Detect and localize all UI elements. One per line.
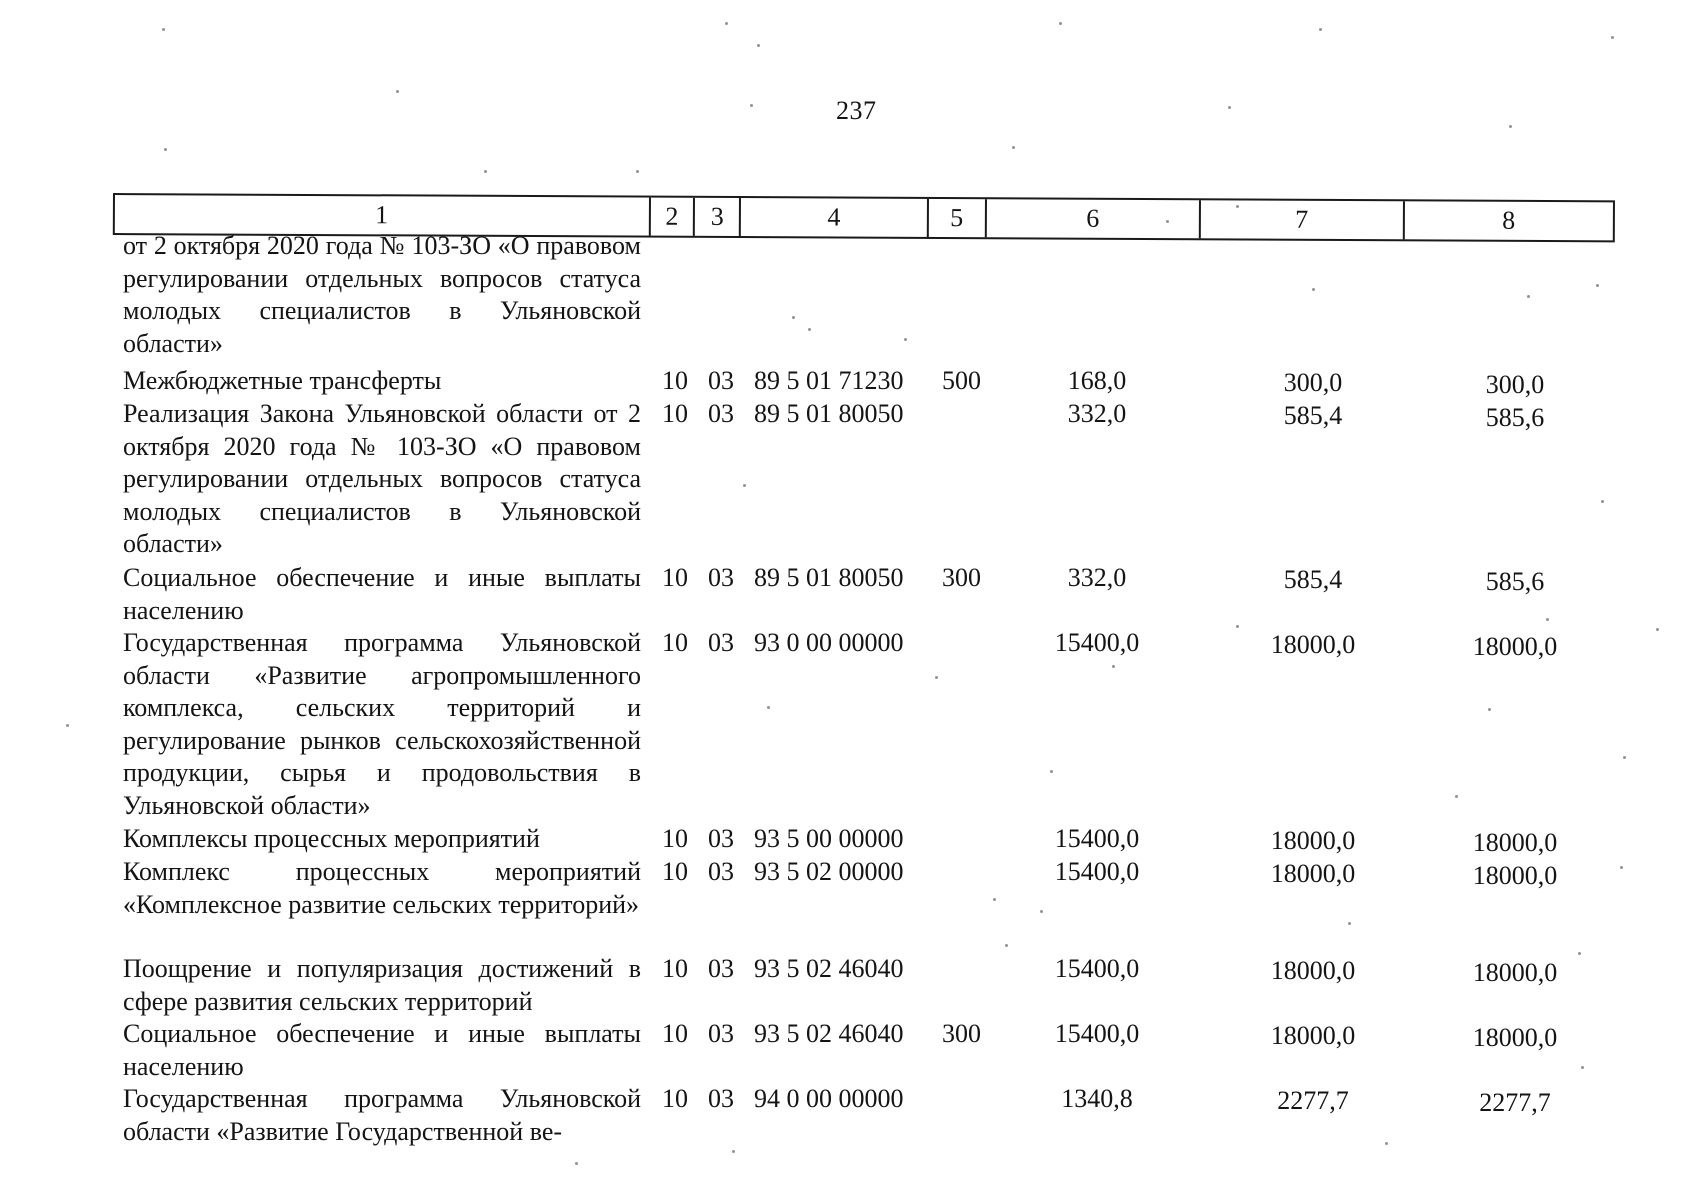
- row-target-code: 89 5 01 80050: [754, 399, 904, 428]
- row-value-col7: 18000,0: [1270, 630, 1356, 659]
- row-name: Поощрение и популяризация достижений в сфере развития сельских территорий: [123, 954, 641, 1016]
- row-value-col8: 18000,0: [1472, 861, 1558, 890]
- row-target-code: 89 5 01 80050: [754, 563, 904, 592]
- row-section: 10: [662, 954, 688, 983]
- header-cell-6: 6: [986, 199, 1201, 238]
- row-name: Государственная программа Ульяновской области «Развитие агропромышленного комплекса, сельских территорий и регулирование рынков сельскохозяйственной продукции, сырья и продовольствия в Ульяновской области»: [123, 628, 641, 820]
- row-subsection: 03: [708, 824, 734, 853]
- row-value-col7: 18000,0: [1270, 826, 1356, 855]
- row-section: 10: [662, 563, 688, 592]
- row-name: Межбюджетные трансферты: [123, 366, 442, 395]
- row-value-col6: 15400,0: [1054, 1019, 1140, 1048]
- row-section: 10: [662, 366, 688, 395]
- row-value-col6: 168,0: [1067, 366, 1127, 395]
- header-cell-2: 2: [650, 198, 695, 236]
- row-value-col6: 332,0: [1067, 563, 1127, 592]
- row-section: 10: [662, 1019, 688, 1048]
- row-value-col8: 18000,0: [1472, 632, 1558, 661]
- row-subsection: 03: [708, 857, 734, 886]
- row-value-col7: 585,4: [1283, 565, 1343, 594]
- row-subsection: 03: [708, 628, 734, 657]
- row-subsection: 03: [708, 954, 734, 983]
- row-value-col6: 332,0: [1067, 399, 1127, 428]
- row-value-col7: 300,0: [1283, 368, 1343, 397]
- row-value-col8: 18000,0: [1472, 958, 1558, 987]
- row-target-code: 93 5 02 46040: [754, 1019, 904, 1048]
- row-value-col8: 18000,0: [1472, 828, 1558, 857]
- row-subsection: 03: [708, 1084, 734, 1113]
- row-target-code: 93 0 00 00000: [754, 628, 904, 657]
- row-section: 10: [662, 628, 688, 657]
- row-subsection: 03: [708, 366, 734, 395]
- header-cell-4: 4: [741, 198, 929, 237]
- row-value-col6: 1340,8: [1061, 1084, 1133, 1113]
- row-subsection: 03: [708, 563, 734, 592]
- row-name: Комплексы процессных мероприятий: [123, 824, 540, 853]
- row-target-code: 94 0 00 00000: [754, 1084, 904, 1113]
- row-name: Социальное обеспечение и иные выплаты населению: [123, 563, 641, 625]
- page-number: 237: [836, 96, 877, 125]
- row-section: 10: [662, 399, 688, 428]
- row-value-col6: 15400,0: [1054, 857, 1140, 886]
- row-value-col7: 2277,7: [1277, 1086, 1349, 1115]
- row-expense-type: 500: [942, 366, 981, 395]
- row-target-code: 93 5 02 46040: [754, 954, 904, 983]
- row-expense-type: 300: [942, 1019, 981, 1048]
- header-cell-1: 1: [115, 195, 651, 236]
- row-name: Государственная программа Ульяновской области «Развитие Государственной ве-: [123, 1084, 641, 1146]
- row-target-code: 89 5 01 71230: [754, 366, 904, 395]
- row-section: 10: [662, 857, 688, 886]
- row-value-col7: 18000,0: [1270, 1021, 1356, 1050]
- row-subsection: 03: [708, 1019, 734, 1048]
- row-target-code: 93 5 00 00000: [754, 824, 904, 853]
- row-target-code: 93 5 02 00000: [754, 857, 904, 886]
- row-value-col6: 15400,0: [1054, 628, 1140, 657]
- row-subsection: 03: [708, 399, 734, 428]
- row-name: Комплекс процессных мероприятий «Комплексное развитие сельских территорий»: [123, 857, 641, 919]
- row-value-col7: 18000,0: [1270, 859, 1356, 888]
- row-value-col8: 300,0: [1485, 370, 1545, 399]
- row-section: 10: [662, 1084, 688, 1113]
- row-expense-type: 300: [942, 563, 981, 592]
- row-value-col8: 585,6: [1485, 403, 1545, 432]
- header-cell-8: 8: [1502, 205, 1516, 235]
- row-section: 10: [662, 824, 688, 853]
- row-value-col7: 585,4: [1283, 401, 1343, 430]
- row-value-col7: 18000,0: [1270, 956, 1356, 985]
- row-name: от 2 октября 2020 года № 103-ЗО «О правовом регулировании отдельных вопросов статуса молодых специалистов в Ульяновской области»: [123, 231, 641, 358]
- row-name: Социальное обеспечение и иные выплаты населению: [123, 1019, 641, 1081]
- header-cell-5: 5: [929, 199, 987, 237]
- row-name: Реализация Закона Ульяновской области от 2 октября 2020 года № 103-ЗО «О правовом регулировании отдельных вопросов статуса молодых специалистов в Ульяновской области»: [123, 399, 641, 558]
- row-value-col8: 585,6: [1485, 567, 1545, 596]
- row-value-col6: 15400,0: [1054, 954, 1140, 983]
- row-value-col8: 18000,0: [1472, 1023, 1558, 1052]
- row-value-col8: 2277,7: [1479, 1088, 1551, 1117]
- header-cell-3: 3: [695, 198, 741, 236]
- row-value-col6: 15400,0: [1054, 824, 1140, 853]
- header-cell-7: 7: [1201, 200, 1405, 239]
